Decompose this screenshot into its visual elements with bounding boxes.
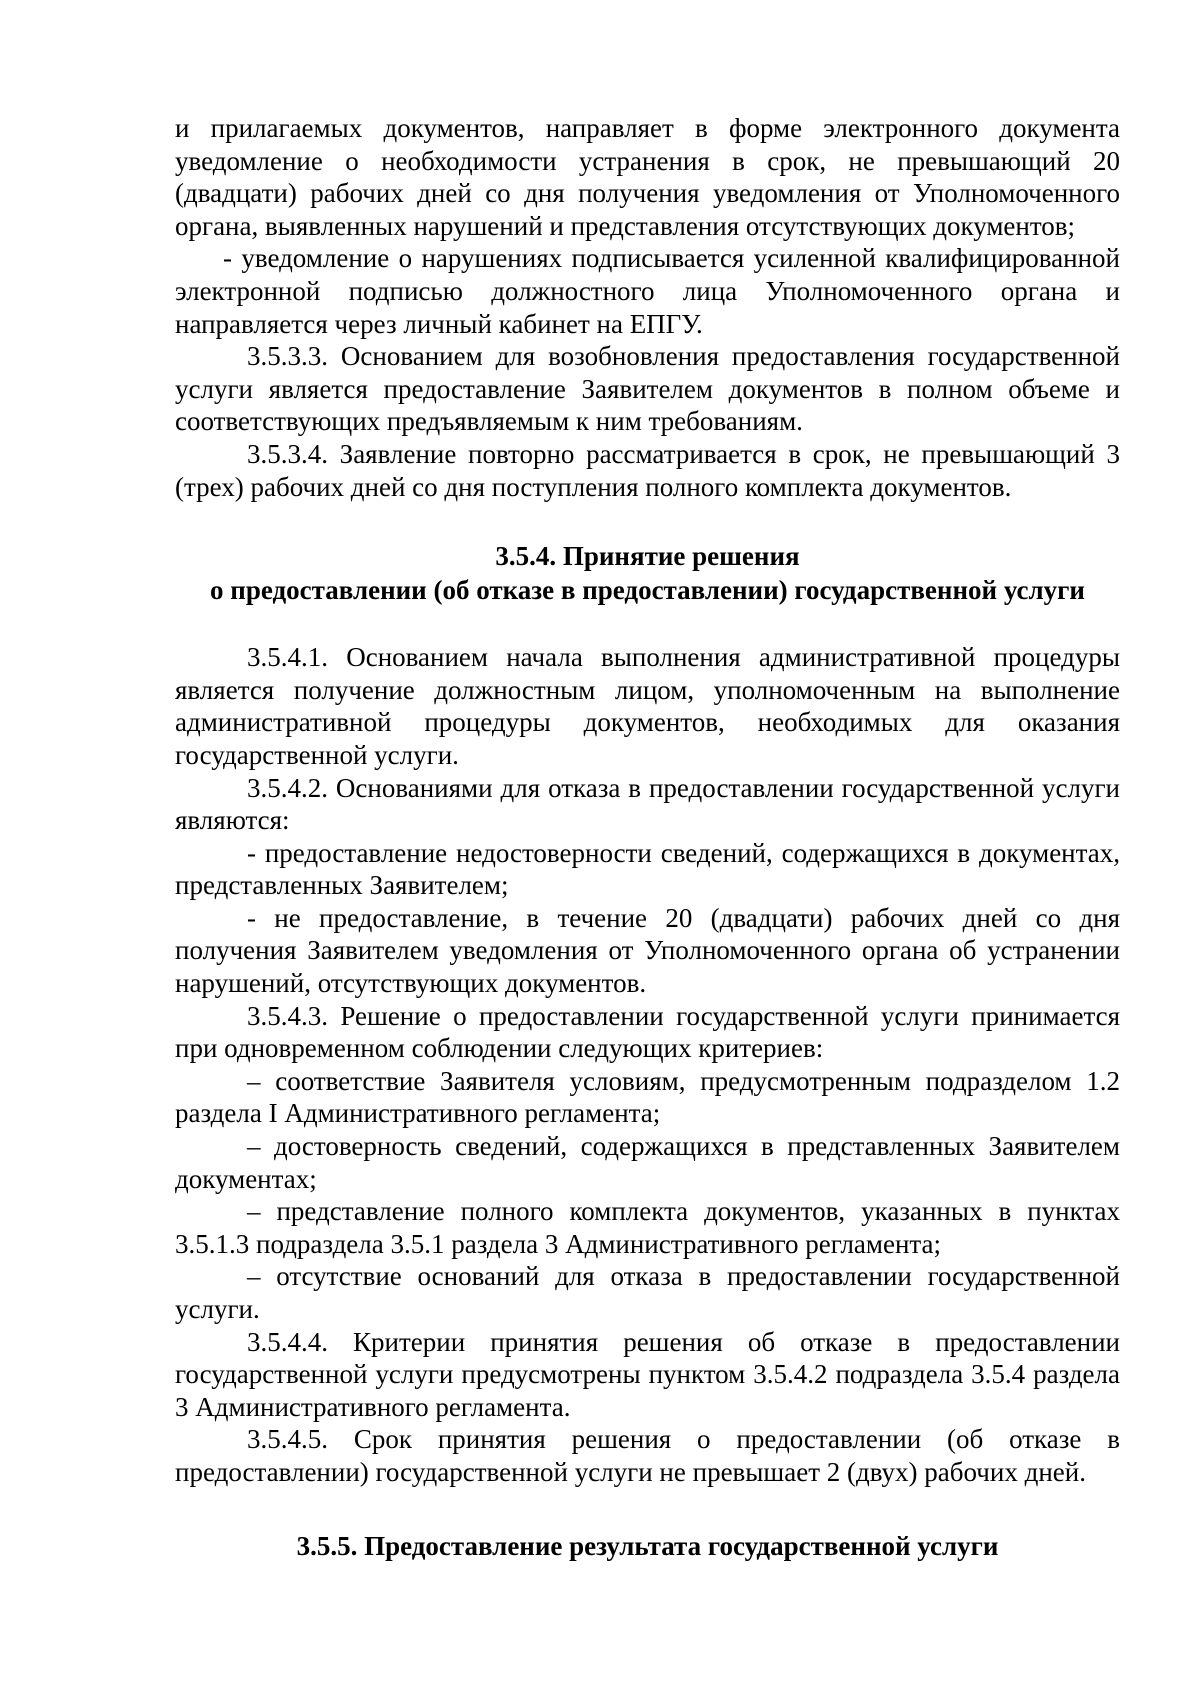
paragraph-3-5-4-3: 3.5.4.3. Решение о предоставлении государственной услуги принимается при одновременном соблюдении следующих критериев: <box>175 1000 1120 1064</box>
list-item-missing-documents: - не предоставление, в течение 20 (двадцати) рабочих дней со дня получения Заявителем уведомления от Уполномоченного органа об устранении нарушений, отсутствующих документов. <box>175 902 1120 999</box>
paragraph-3-5-4-2: 3.5.4.2. Основаниями для отказа в предоставлении государственной услуги являются: <box>175 772 1120 836</box>
paragraph-3-5-4-1: 3.5.4.1. Основанием начала выполнения административной процедуры является получение должностным лицом, уполномоченным на выполнение административной процедуры документов, необходимых для оказания государственной услуги. <box>175 642 1120 770</box>
section-heading-3-5-4-line2: о предоставлении (об отказе в предоставлении) государственной услуги <box>210 575 1085 606</box>
list-item-criterion-reliability: – достоверность сведений, содержащихся в представленных Заявителем документах; <box>175 1131 1120 1194</box>
paragraph-3-5-3-3: 3.5.3.3. Основанием для возобновления предоставления государственной услуги является предоставление Заявителем документов в полном объеме и соответствующих предъявляемым к ним требованиям. <box>175 341 1120 437</box>
paragraph-3-5-4-4: 3.5.4.4. Критерии принятия решения об отказе в предоставлении государственной услуги предусмотрены пунктом 3.5.4.2 подраздела 3.5.4 раздела 3 Административного регламента. <box>175 1326 1120 1422</box>
list-item-criterion-complete-set: – представление полного комплекта документов, указанных в пунктах 3.5.1.3 подраздела 3.5.1 раздела 3 Административного регламента; <box>175 1196 1120 1259</box>
list-item-criterion-no-grounds: – отсутствие оснований для отказа в предоставлении государственной услуги. <box>175 1261 1120 1324</box>
paragraph-3-5-3-4: 3.5.3.4. Заявление повторно рассматривается в срок, не превышающий 3 (трех) рабочих дней со дня поступления полного комплекта документов. <box>175 438 1120 502</box>
paragraph-notice-continuation: и прилагаемых документов, направляет в форме электронного документа уведомление о необходимости устранения в срок, не превышающий 20 (двадцати) рабочих дней со дня получения уведомления от Уполномоченного органа, выявленных нарушений и представления отсутствующих документов; <box>175 113 1120 241</box>
section-heading-3-5-4 <box>175 539 1120 607</box>
paragraph-notice-signature: - уведомление о нарушениях подписывается усиленной квалифицированной электронной подписью должностного лица Уполномоченного органа и направляется через личный кабинет на ЕПГУ. <box>175 243 1120 339</box>
list-item-unreliable-info: - предоставление недостоверности сведений, содержащихся в документах, представленных Заявителем; <box>175 837 1120 901</box>
section-heading-3-5-4-line1: 3.5.4. Принятие решения <box>495 541 800 572</box>
paragraph-3-5-4-5: 3.5.4.5. Срок принятия решения о предоставлении (об отказе в предоставлении) государственной услуги не превышает 2 (двух) рабочих дней. <box>175 1424 1120 1487</box>
list-item-criterion-conditions: – соответствие Заявителя условиям, предусмотренным подразделом 1.2 раздела I Административного регламента; <box>175 1065 1120 1129</box>
section-heading-3-5-5: 3.5.5. Предоставление результата государственной услуги <box>296 1530 999 1561</box>
